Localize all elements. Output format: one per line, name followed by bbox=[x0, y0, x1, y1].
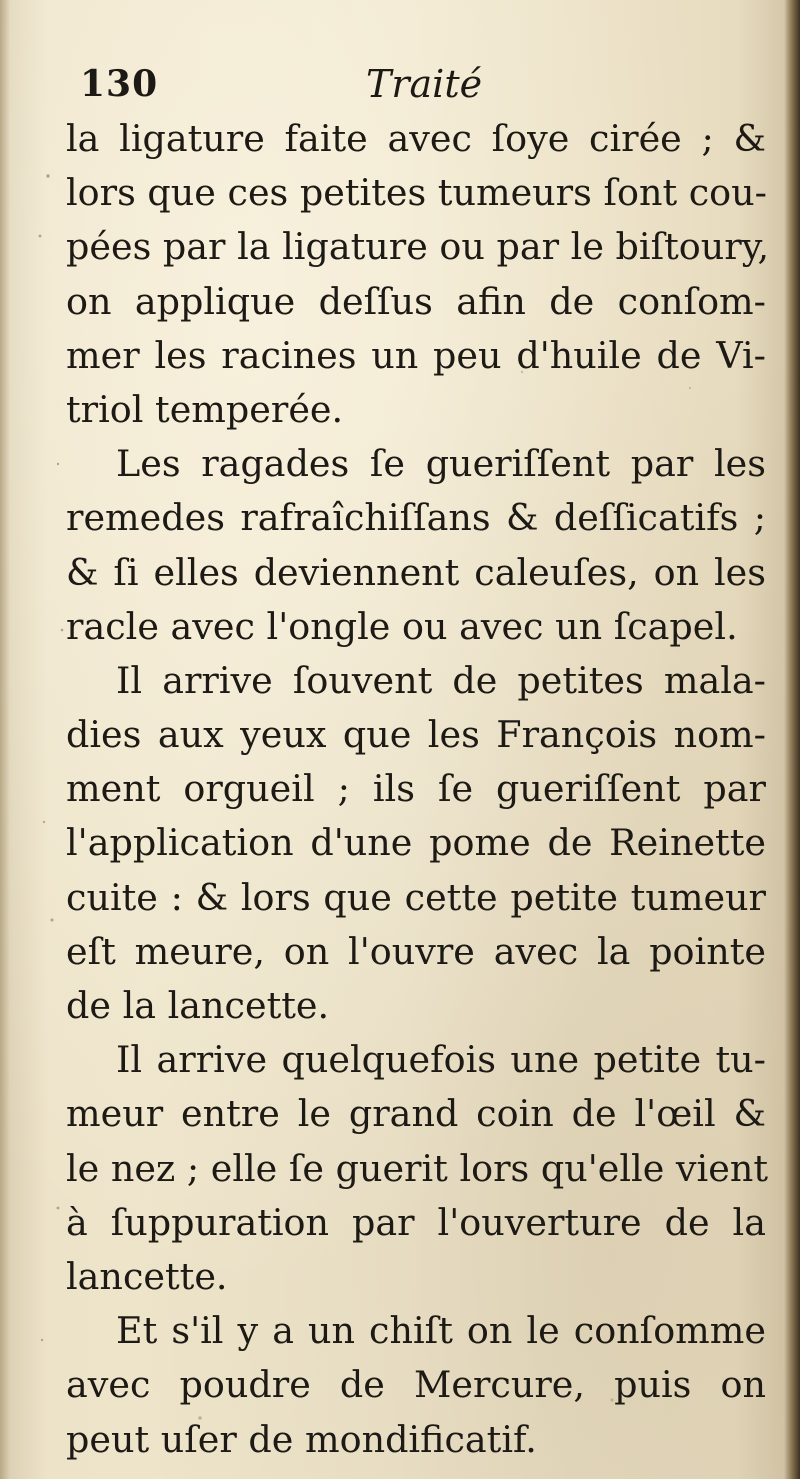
paragraph-start-line: Les ragades ſe gueriſſent par les bbox=[116, 442, 766, 486]
text-line: on applique deſſus afin de conſom- bbox=[66, 279, 766, 323]
text-line: de la lancette. bbox=[66, 984, 330, 1027]
binding-edge bbox=[784, 0, 800, 1479]
paragraph-start-line: Il arrive ſouvent de petites mala- bbox=[116, 658, 766, 702]
paragraph-start-line: Il arrive quelquefois une petite tu- bbox=[116, 1038, 766, 1082]
text-line: dies aux yeux que les François nom- bbox=[66, 713, 766, 757]
text-line: lancette. bbox=[66, 1254, 228, 1298]
text-line: le nez ; elle ſe guerit lors qu'elle vient bbox=[66, 1146, 769, 1190]
running-head bbox=[78, 62, 758, 106]
text-line: remedes rafraîchiſſans & deſſicatifs ; bbox=[66, 496, 766, 540]
text-line: à ſuppuration par l'ouverture de la bbox=[66, 1200, 766, 1244]
text-line: eſt meure, on l'ouvre avec la pointe bbox=[66, 929, 766, 973]
text-line: avec poudre de Mercure, puis on bbox=[66, 1363, 766, 1407]
text-line: lors que ces petites tumeurs ſont cou- bbox=[66, 171, 767, 215]
text-line: l'application d'une pome de Reinette bbox=[66, 821, 766, 865]
page-left-shadow bbox=[0, 0, 10, 1479]
page-number: 130 bbox=[80, 63, 159, 105]
text-line: triol temperée. bbox=[66, 387, 344, 431]
text-line: la ligature faite avec ſoye cirée ; & bbox=[66, 117, 766, 160]
text-line: meur entre le grand coin de l'œil & bbox=[66, 1092, 766, 1136]
text-line: pées par la ligature ou par le biſtoury, bbox=[66, 225, 770, 269]
text-line: cuite : & lors que cette petite tumeur bbox=[66, 875, 766, 919]
text-line: ment orgueil ; ils ſe gueriſſent par bbox=[66, 767, 766, 811]
text-line: mer les racines un peu d'huile de Vi- bbox=[66, 333, 766, 377]
body-text bbox=[66, 112, 770, 1467]
paragraph-start-line: Et s'il y a un chiſt on le conſomme bbox=[116, 1309, 766, 1353]
text-line: & ſi elles deviennent caleuſes, on les bbox=[66, 550, 766, 594]
text-line: racle avec l'ongle ou avec un ſcapel. bbox=[66, 604, 738, 648]
running-title: Traité bbox=[366, 62, 483, 106]
text-line: peut uſer de mondificatif. bbox=[66, 1417, 537, 1461]
